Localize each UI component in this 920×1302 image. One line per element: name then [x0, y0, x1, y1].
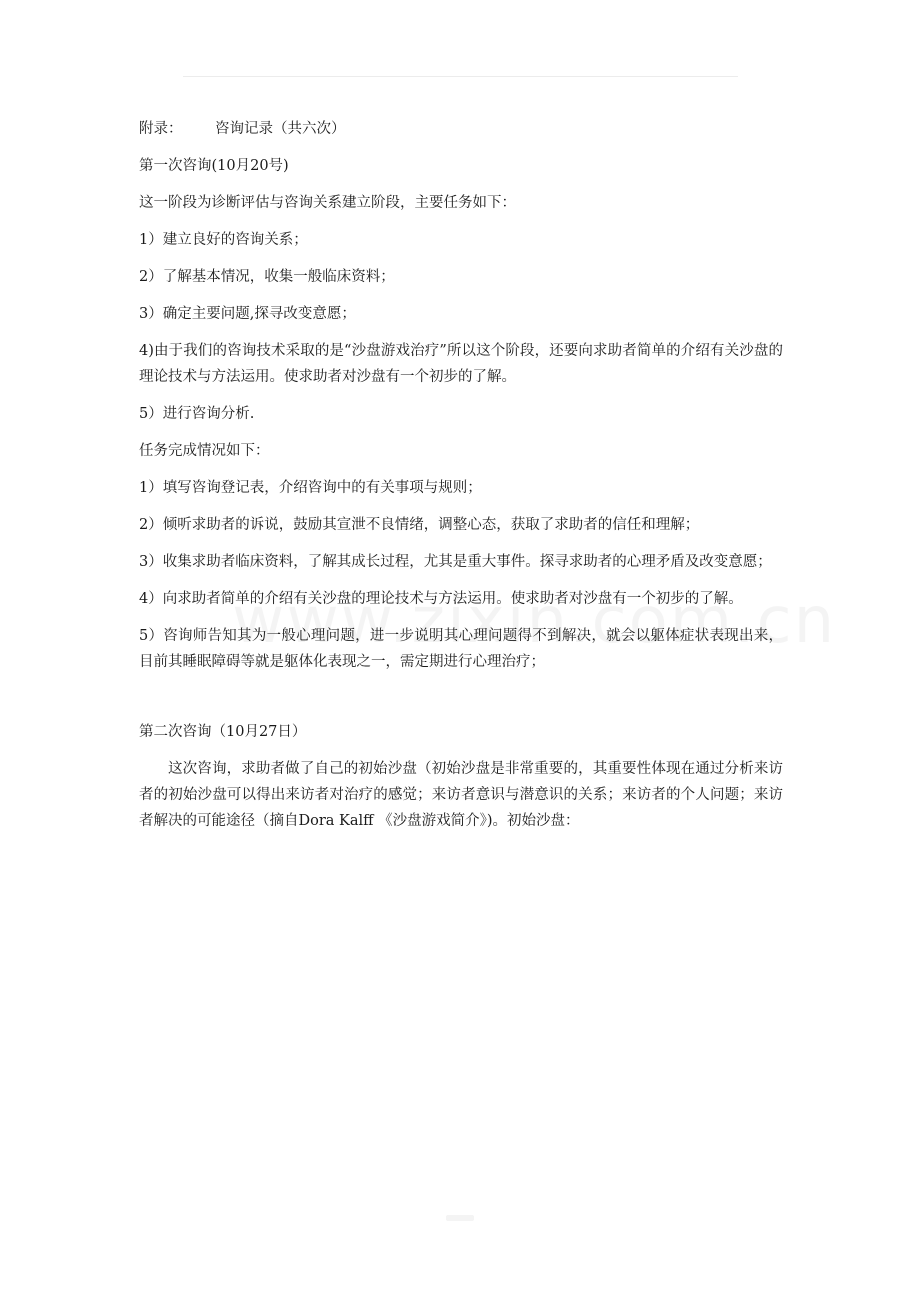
session1-intro: 这一阶段为诊断评估与咨询关系建立阶段，主要任务如下：: [139, 195, 516, 211]
task-item: 1）建立良好的咨询关系；: [139, 232, 308, 248]
completion-item: 1）填写咨询登记表，介绍咨询中的有关事项与规则；: [139, 480, 482, 496]
completion-heading: 任务完成情况如下：: [139, 443, 270, 459]
session2-body: 这次咨询，求助者做了自己的初始沙盘（初始沙盘是非常重要的，其重要性体现在通过分析来访者的初始沙盘可以得出来访者对治疗的感觉；来访者意识与潜意识的关系；来访者的个人问题；来访者解决的可能途径（摘自Dora Kalff 《沙盘游戏简介》)。初始沙盘：: [139, 761, 783, 829]
appendix-heading: [139, 116, 783, 142]
completion-item: 2）倾听求助者的诉说，鼓励其宣泄不良情绪，调整心态，获取了求助者的信任和理解；: [139, 517, 700, 533]
session2-heading: 第二次咨询（10月27日）: [139, 724, 307, 740]
appendix-title: 咨询记录（共六次）: [215, 121, 346, 137]
header-rule: [183, 76, 738, 77]
completion-item: 3）收集求助者临床资料，了解其成长过程，尤其是重大事件。探寻求助者的心理矛盾及改变意愿；: [139, 554, 772, 570]
task-item: 4)由于我们的咨询技术采取的是“沙盘游戏治疗”所以这个阶段，还要向求助者简单的介绍有关沙盘的理论技术与方法运用。使求助者对沙盘有一个初步的了解。: [139, 343, 783, 385]
task-item: 5）进行咨询分析.: [139, 406, 255, 422]
session1-heading: 第一次咨询(10月20号): [139, 158, 289, 174]
footer-mark: [446, 1215, 474, 1221]
task-item: 3）确定主要问题,探寻改变意愿；: [139, 306, 356, 322]
completion-item: 5）咨询师告知其为一般心理问题，进一步说明其心理问题得不到解决，就会以躯体症状表现出来，目前其睡眠障碍等就是躯体化表现之一，需定期进行心理治疗；: [139, 628, 783, 670]
document-body: [139, 116, 783, 845]
appendix-label: 附录：: [139, 121, 183, 137]
completion-item: 4）向求助者简单的介绍有关沙盘的理论技术与方法运用。使求助者对沙盘有一个初步的了解。: [139, 591, 743, 607]
section-gap: [139, 686, 783, 719]
task-item: 2）了解基本情况，收集一般临床资料；: [139, 269, 395, 285]
